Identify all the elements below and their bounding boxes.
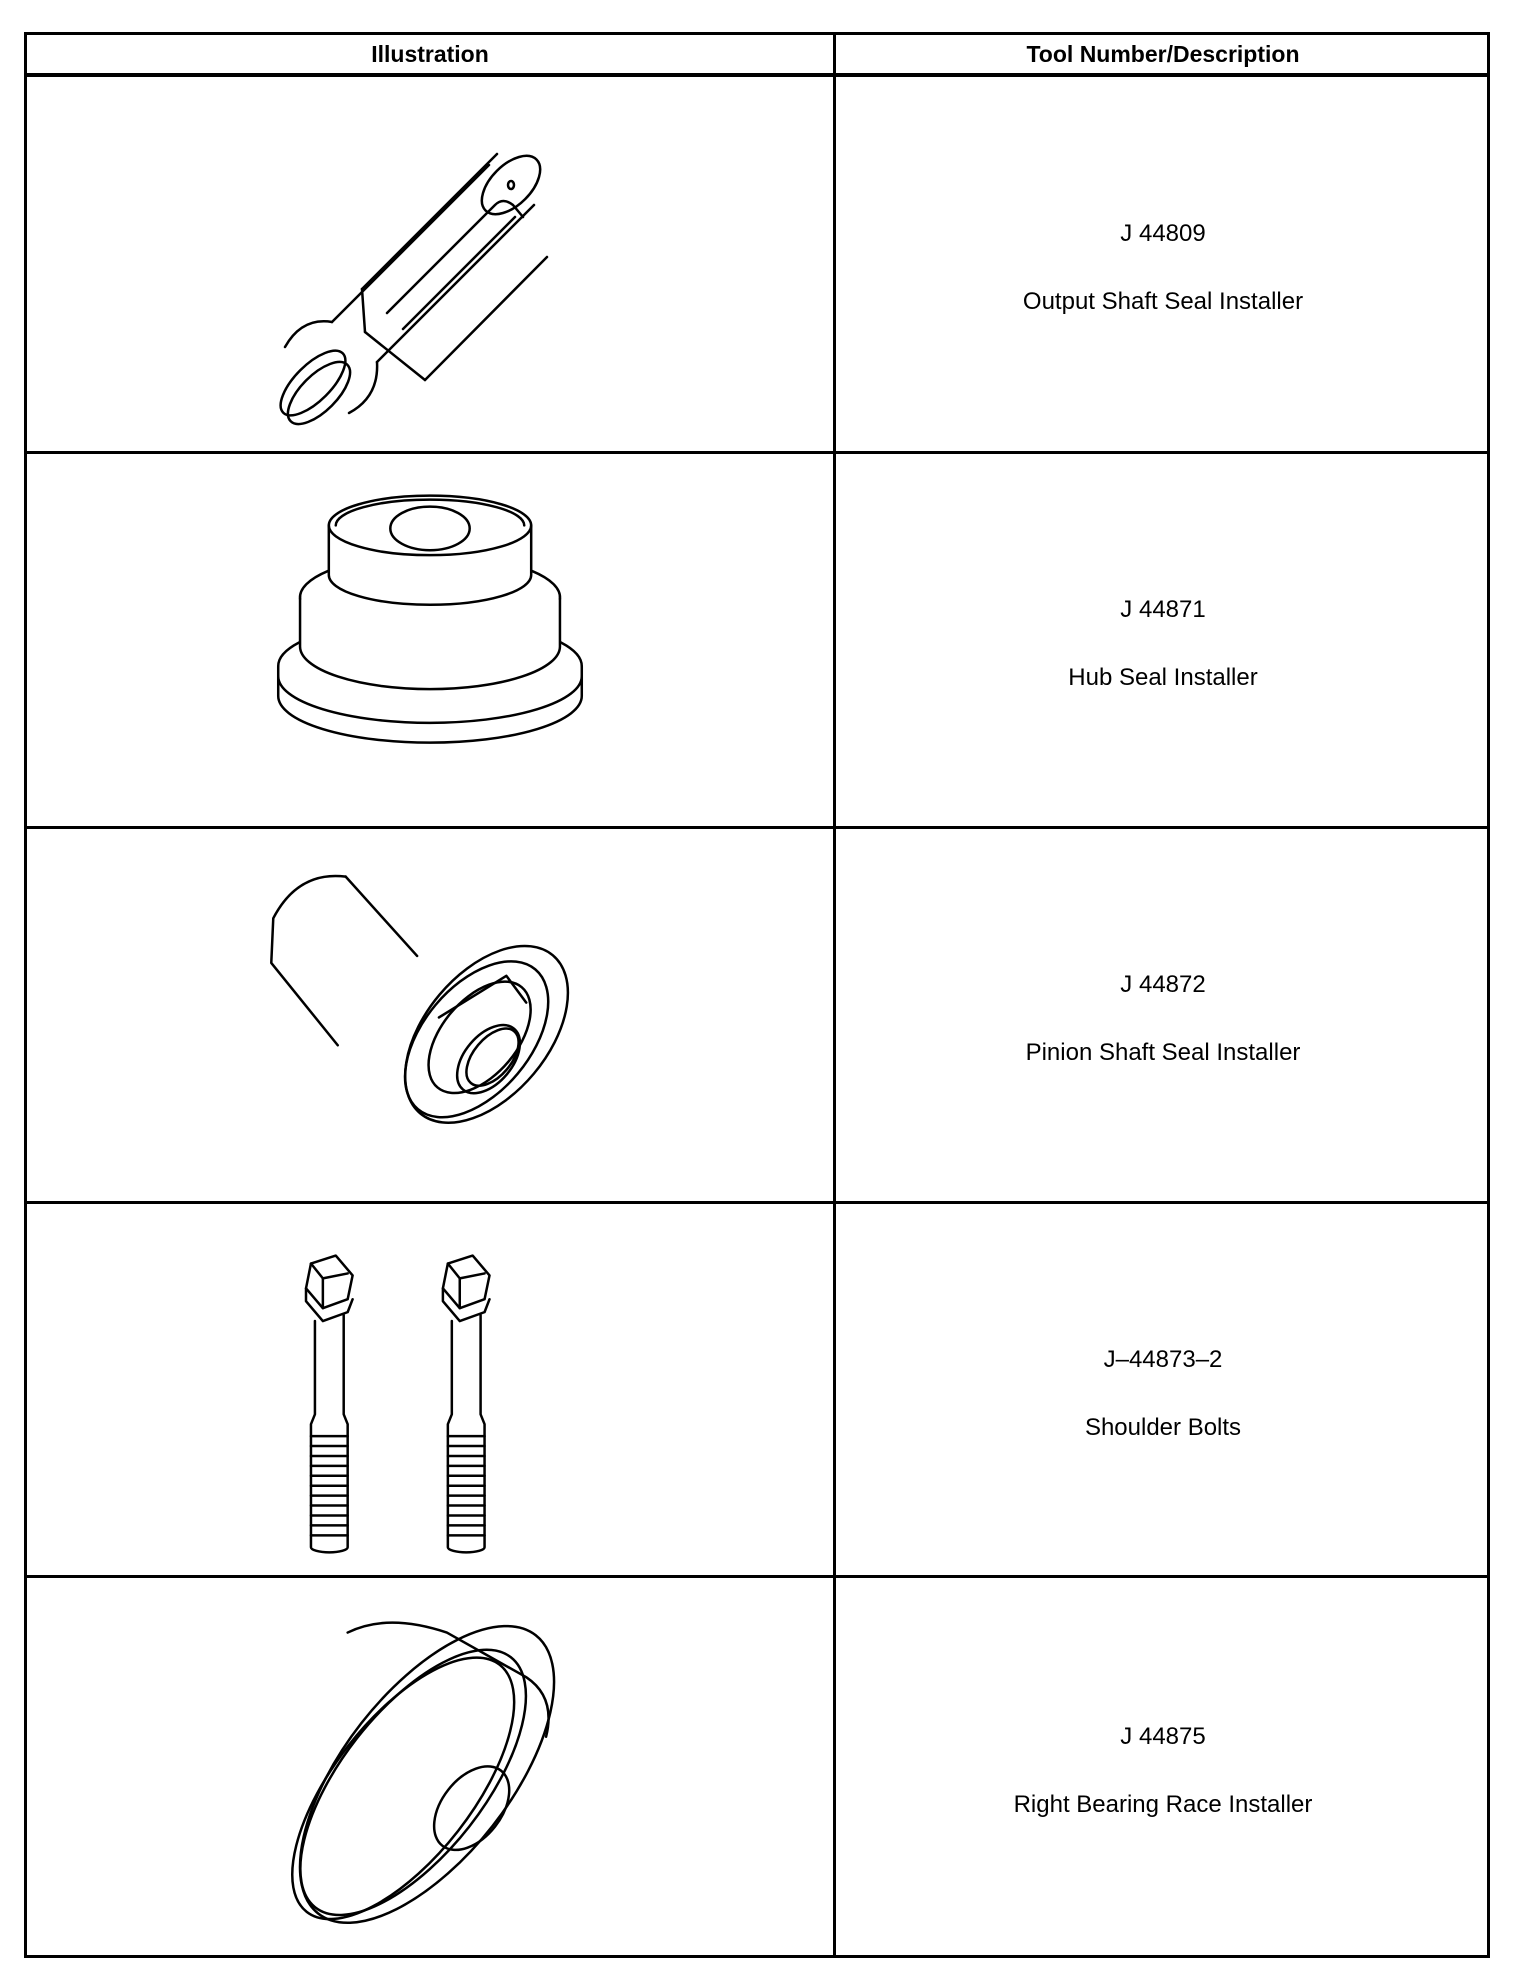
table-row	[27, 1575, 1487, 1955]
tool-number: J 44872	[1120, 971, 1206, 998]
hub-seal-installer-drawing	[27, 454, 833, 826]
table-row	[27, 1201, 1487, 1575]
tool-number: J 44875	[1120, 1722, 1206, 1750]
table-header-row	[27, 35, 1487, 77]
tool-description: Right Bearing Race Installer	[1013, 1790, 1313, 1818]
shoulder-bolts-drawing	[27, 1204, 833, 1575]
tool-description: Hub Seal Installer	[1068, 664, 1258, 691]
right-bearing-race-installer-drawing	[27, 1578, 833, 1955]
table-row	[27, 826, 1487, 1201]
tool-number: J–44873–2	[1103, 1345, 1223, 1373]
pinion-shaft-seal-installer-drawing	[27, 829, 833, 1201]
header-tool-number-description: Tool Number/Description	[1026, 41, 1300, 67]
tool-description: Pinion Shaft Seal Installer	[1025, 1039, 1301, 1066]
tool-description: Shoulder Bolts	[1084, 1413, 1242, 1441]
special-tools-table	[24, 32, 1490, 1958]
header-illustration: Illustration	[371, 41, 489, 67]
tool-description: Output Shaft Seal Installer	[1022, 288, 1304, 315]
tool-number: J 44809	[1120, 220, 1206, 247]
tool-number: J 44871	[1120, 596, 1206, 623]
output-shaft-seal-installer-drawing	[27, 77, 833, 451]
table-row	[27, 451, 1487, 826]
table-row	[27, 77, 1487, 451]
